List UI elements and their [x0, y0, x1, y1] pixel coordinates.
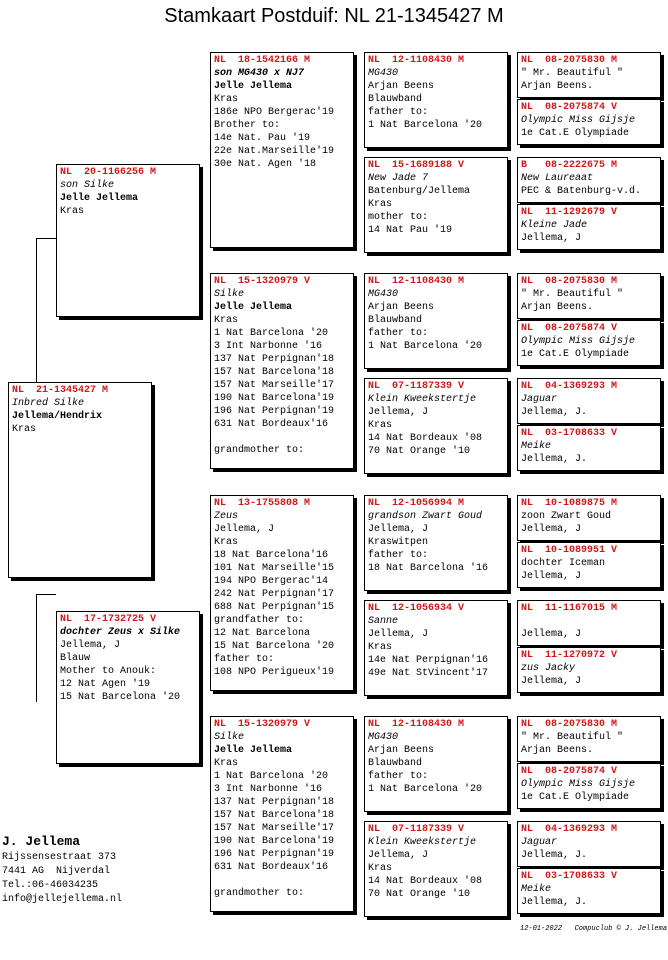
- result-line: grandmother to:: [214, 888, 305, 899]
- gen4-card: [517, 320, 661, 366]
- ring-number: NL 11-1292679 V: [521, 207, 618, 218]
- gen4-card: [517, 52, 661, 98]
- result-line: father to:: [214, 654, 275, 665]
- result-line: 190 Nat Barcelona'19: [214, 393, 335, 404]
- result-line: Mother to Anouk:: [60, 666, 157, 677]
- ring-number: NL 12-1056934 V: [368, 603, 465, 614]
- owner: Jellema, J: [521, 233, 582, 244]
- result-line: 12 Nat Agen '19: [60, 679, 151, 690]
- owner: 1e Cat.E Olympiade: [521, 349, 630, 360]
- granddam-sire-card: [210, 273, 354, 469]
- pigeon-name: " Mr. Beautiful ": [521, 289, 624, 300]
- owner: Jellema, J.: [521, 454, 588, 465]
- owner: PEC & Batenburg-v.d.: [521, 186, 642, 197]
- result-line: 14e Nat Perpignan'16: [368, 655, 489, 666]
- owner: Jellema, J.: [521, 897, 588, 908]
- gen4-card: [517, 868, 661, 914]
- result-line: grandfather to:: [214, 615, 305, 626]
- result-line: 22e Nat.Marseille'19: [214, 146, 335, 157]
- result-line: 157 Nat Barcelona'18: [214, 367, 335, 378]
- breeder-city: 7441 AG Nijverdal: [2, 866, 111, 877]
- pigeon-name: New Jade 7: [368, 173, 429, 184]
- page-title: Stamkaart Postduif: NL 21-1345427 M: [164, 5, 504, 27]
- owner: Jellema, J.: [521, 850, 588, 861]
- ring-number: NL 13-1755808 M: [214, 498, 311, 509]
- result-line: 631 Nat Bordeaux'16: [214, 862, 329, 873]
- result-line: [214, 874, 350, 887]
- gen3-card: [364, 716, 508, 812]
- result-line: grandmother to:: [214, 445, 305, 456]
- color: Kras: [214, 758, 239, 769]
- pigeon-name: zoon Zwart Goud: [521, 511, 612, 522]
- result-line: 631 Nat Bordeaux'16: [214, 419, 329, 430]
- owner: Jellema, J: [521, 676, 582, 687]
- pigeon-name: Klein Kweekstertje: [368, 837, 477, 848]
- pigeon-name: Silke: [214, 289, 245, 300]
- pigeon-name: MG430: [368, 289, 399, 300]
- pigeon-name: zus Jacky: [521, 663, 576, 674]
- color: Blauw: [60, 653, 91, 664]
- result-line: father to:: [368, 550, 429, 561]
- owner: Jellema, J: [60, 640, 121, 651]
- pigeon-name: Jaguar: [521, 837, 558, 848]
- pigeon-name: Olympic Miss Gijsje: [521, 115, 636, 126]
- color: Kras: [12, 424, 37, 435]
- color: Blauwband: [368, 758, 423, 769]
- color: Blauwband: [368, 315, 423, 326]
- result-line: 1 Nat Barcelona '20: [368, 120, 483, 131]
- result-line: 14e Nat. Pau '19: [214, 133, 311, 144]
- color: Kras: [368, 199, 393, 210]
- owner: Arjan Beens: [368, 81, 435, 92]
- ring-number: NL 08-2075874 V: [521, 323, 618, 334]
- result-line: father to:: [368, 107, 429, 118]
- result-line: 137 Nat Perpignan'18: [214, 797, 335, 808]
- pigeon-name: son Silke: [60, 180, 115, 191]
- result-line: Brother to:: [214, 120, 281, 131]
- owner: Arjan Beens: [368, 745, 435, 756]
- color: Kras: [368, 863, 393, 874]
- ring-number: NL 15-1320979 V: [214, 276, 311, 287]
- result-line: 190 Nat Barcelona'19: [214, 836, 335, 847]
- breeder-name: J. Jellema: [2, 834, 81, 849]
- owner: Jellema, J: [521, 629, 582, 640]
- color: Kras: [60, 206, 85, 217]
- ring-number: B 08-2222675 M: [521, 160, 618, 171]
- owner: Batenburg/Jellema: [368, 186, 471, 197]
- gen3-card: [364, 821, 508, 917]
- result-line: 18 Nat Barcelona'16: [214, 550, 329, 561]
- subject-card: [8, 382, 152, 578]
- color: Kras: [214, 315, 239, 326]
- owner: Jellema, J: [368, 629, 429, 640]
- ring-number: NL 11-1167015 M: [521, 603, 618, 614]
- result-line: 688 Nat Perpignan'15: [214, 602, 335, 613]
- result-line: 14 Nat Bordeaux '08: [368, 876, 483, 887]
- breeder-info: [2, 833, 122, 907]
- owner: Arjan Beens.: [521, 302, 594, 313]
- pigeon-name: Zeus: [214, 511, 239, 522]
- color: Kras: [368, 420, 393, 431]
- gen3-card: [364, 52, 508, 148]
- result-line: 196 Nat Perpignan'19: [214, 849, 335, 860]
- owner: Arjan Beens: [368, 302, 435, 313]
- breeder-address: Rijssensestraat 373: [2, 852, 117, 863]
- owner: Jelle Jellema: [214, 302, 293, 313]
- pigeon-name: MG430: [368, 732, 399, 743]
- gen3-card: [364, 495, 508, 591]
- result-line: 1 Nat Barcelona '20: [214, 771, 329, 782]
- owner: Jelle Jellema: [60, 193, 139, 204]
- gen3-card: [364, 273, 508, 369]
- result-line: 70 Nat Orange '10: [368, 446, 471, 457]
- grandsire-sire-card: [210, 52, 354, 248]
- result-line: 242 Nat Perpignan'17: [214, 589, 335, 600]
- connector-line: [36, 238, 37, 383]
- color: Kras: [214, 94, 239, 105]
- pigeon-name: dochter Zeus x Silke: [60, 627, 181, 638]
- owner: Jellema, J: [368, 407, 429, 418]
- pigeon-name: [521, 615, 657, 628]
- owner: Jellema, J.: [521, 407, 588, 418]
- gen4-card: [517, 273, 661, 319]
- pigeon-name: Jaguar: [521, 394, 558, 405]
- result-line: 196 Nat Perpignan'19: [214, 406, 335, 417]
- owner: Jelle Jellema: [214, 745, 293, 756]
- pigeon-name: son MG430 x NJ7: [214, 68, 305, 79]
- gen4-card: [517, 821, 661, 867]
- result-line: 3 Int Narbonne '16: [214, 784, 323, 795]
- owner: 1e Cat.E Olympiade: [521, 128, 630, 139]
- ring-number: NL 10-1089951 V: [521, 545, 618, 556]
- ring-number: NL 04-1369293 M: [521, 824, 618, 835]
- ring-number: NL 17-1732725 V: [60, 614, 157, 625]
- owner: Jelle Jellema: [214, 81, 293, 92]
- result-line: 1 Nat Barcelona '20: [368, 784, 483, 795]
- result-line: father to:: [368, 328, 429, 339]
- gen4-card: [517, 716, 661, 762]
- ring-number: NL 03-1708633 V: [521, 871, 618, 882]
- result-line: 137 Nat Perpignan'18: [214, 354, 335, 365]
- gen4-card: [517, 157, 661, 203]
- pigeon-name: " Mr. Beautiful ": [521, 732, 624, 743]
- ring-number: NL 10-1089875 M: [521, 498, 618, 509]
- gen4-card: [517, 763, 661, 809]
- gen4-card: [517, 378, 661, 424]
- gen3-card: [364, 157, 508, 253]
- owner: Jellema, J: [521, 524, 582, 535]
- result-line: 49e Nat StVincent'17: [368, 668, 489, 679]
- ring-number: NL 08-2075874 V: [521, 766, 618, 777]
- result-line: 15 Nat Barcelona '20: [214, 641, 335, 652]
- owner: Jellema, J: [368, 524, 429, 535]
- ring-number: NL 08-2075830 M: [521, 276, 618, 287]
- color: Kras: [368, 642, 393, 653]
- pigeon-name: Olympic Miss Gijsje: [521, 336, 636, 347]
- result-line: 186e NPO Bergerac'19: [214, 107, 335, 118]
- ring-number: NL 11-1270972 V: [521, 650, 618, 661]
- connector-line: [36, 594, 37, 702]
- pigeon-name: dochter Iceman: [521, 558, 606, 569]
- gen4-card: [517, 99, 661, 145]
- result-line: 1 Nat Barcelona '20: [214, 328, 329, 339]
- grandsire-dam-card: [210, 495, 354, 691]
- pigeon-name: Meike: [521, 884, 552, 895]
- result-line: 1 Nat Barcelona '20: [368, 341, 483, 352]
- granddam-dam-card: [210, 716, 354, 912]
- ring-number: NL 07-1187339 V: [368, 824, 465, 835]
- owner: Jellema/Hendrix: [12, 411, 103, 422]
- owner: Arjan Beens.: [521, 81, 594, 92]
- ring-number: NL 08-2075874 V: [521, 102, 618, 113]
- ring-number: NL 08-2075830 M: [521, 55, 618, 66]
- result-line: 15 Nat Barcelona '20: [60, 692, 181, 703]
- pigeon-name: Silke: [214, 732, 245, 743]
- color: Kras: [214, 537, 239, 548]
- ring-number: NL 21-1345427 M: [12, 385, 109, 396]
- pigeon-name: Olympic Miss Gijsje: [521, 779, 636, 790]
- connector-line: [36, 594, 56, 595]
- ring-number: NL 03-1708633 V: [521, 428, 618, 439]
- pigeon-name: " Mr. Beautiful ": [521, 68, 624, 79]
- footer-credit: 12-01-2022 Compuclub © J. Jellema: [520, 925, 668, 933]
- owner: Jellema, J: [521, 571, 582, 582]
- pigeon-name: Kleine Jade: [521, 220, 588, 231]
- result-line: mother to:: [368, 212, 429, 223]
- result-line: father to:: [368, 771, 429, 782]
- pigeon-name: MG430: [368, 68, 399, 79]
- result-line: 18 Nat Barcelona '16: [368, 563, 489, 574]
- gen4-card: [517, 600, 661, 646]
- gen4-card: [517, 204, 661, 250]
- breeder-email[interactable]: info@jellejellema.nl: [2, 894, 123, 905]
- dam-card: [56, 611, 200, 764]
- owner: Jellema, J: [214, 524, 275, 535]
- gen3-card: [364, 600, 508, 696]
- sire-card: [56, 164, 200, 317]
- pigeon-name: New Laureaat: [521, 173, 594, 184]
- result-line: 30e Nat. Agen '18: [214, 159, 317, 170]
- ring-number: NL 08-2075830 M: [521, 719, 618, 730]
- ring-number: NL 07-1187339 V: [368, 381, 465, 392]
- gen4-card: [517, 495, 661, 541]
- result-line: 108 NPO Perigueux'19: [214, 667, 335, 678]
- result-line: 14 Nat Bordeaux '08: [368, 433, 483, 444]
- connector-line: [36, 238, 56, 239]
- ring-number: NL 12-1108430 M: [368, 719, 465, 730]
- result-line: 194 NPO Bergerac'14: [214, 576, 329, 587]
- gen4-card: [517, 647, 661, 693]
- pigeon-name: Klein Kweekstertje: [368, 394, 477, 405]
- result-line: 3 Int Narbonne '16: [214, 341, 323, 352]
- ring-number: NL 12-1108430 M: [368, 55, 465, 66]
- result-line: [214, 431, 350, 444]
- result-line: 157 Nat Marseille'17: [214, 823, 335, 834]
- pigeon-name: Inbred Silke: [12, 398, 85, 409]
- ring-number: NL 15-1320979 V: [214, 719, 311, 730]
- color: Kraswitpen: [368, 537, 429, 548]
- owner: Arjan Beens.: [521, 745, 594, 756]
- ring-number: NL 12-1056994 M: [368, 498, 465, 509]
- result-line: 70 Nat Orange '10: [368, 889, 471, 900]
- pigeon-name: Sanne: [368, 616, 399, 627]
- result-line: 12 Nat Barcelona: [214, 628, 311, 639]
- ring-number: NL 20-1166256 M: [60, 167, 157, 178]
- color: Blauwband: [368, 94, 423, 105]
- owner: 1e Cat.E Olympiade: [521, 792, 630, 803]
- breeder-phone: Tel.:06-46034235: [2, 880, 99, 891]
- pigeon-name: Meike: [521, 441, 552, 452]
- result-line: 157 Nat Marseille'17: [214, 380, 335, 391]
- ring-number: NL 12-1108430 M: [368, 276, 465, 287]
- result-line: 14 Nat Pau '19: [368, 225, 453, 236]
- ring-number: NL 18-1542166 M: [214, 55, 311, 66]
- owner: Jellema, J: [368, 850, 429, 861]
- pigeon-name: grandson Zwart Goud: [368, 511, 483, 522]
- gen4-card: [517, 542, 661, 588]
- gen4-card: [517, 425, 661, 471]
- gen3-card: [364, 378, 508, 474]
- ring-number: NL 04-1369293 M: [521, 381, 618, 392]
- ring-number: NL 15-1689188 V: [368, 160, 465, 171]
- result-line: 157 Nat Barcelona'18: [214, 810, 335, 821]
- result-line: 101 Nat Marseille'15: [214, 563, 335, 574]
